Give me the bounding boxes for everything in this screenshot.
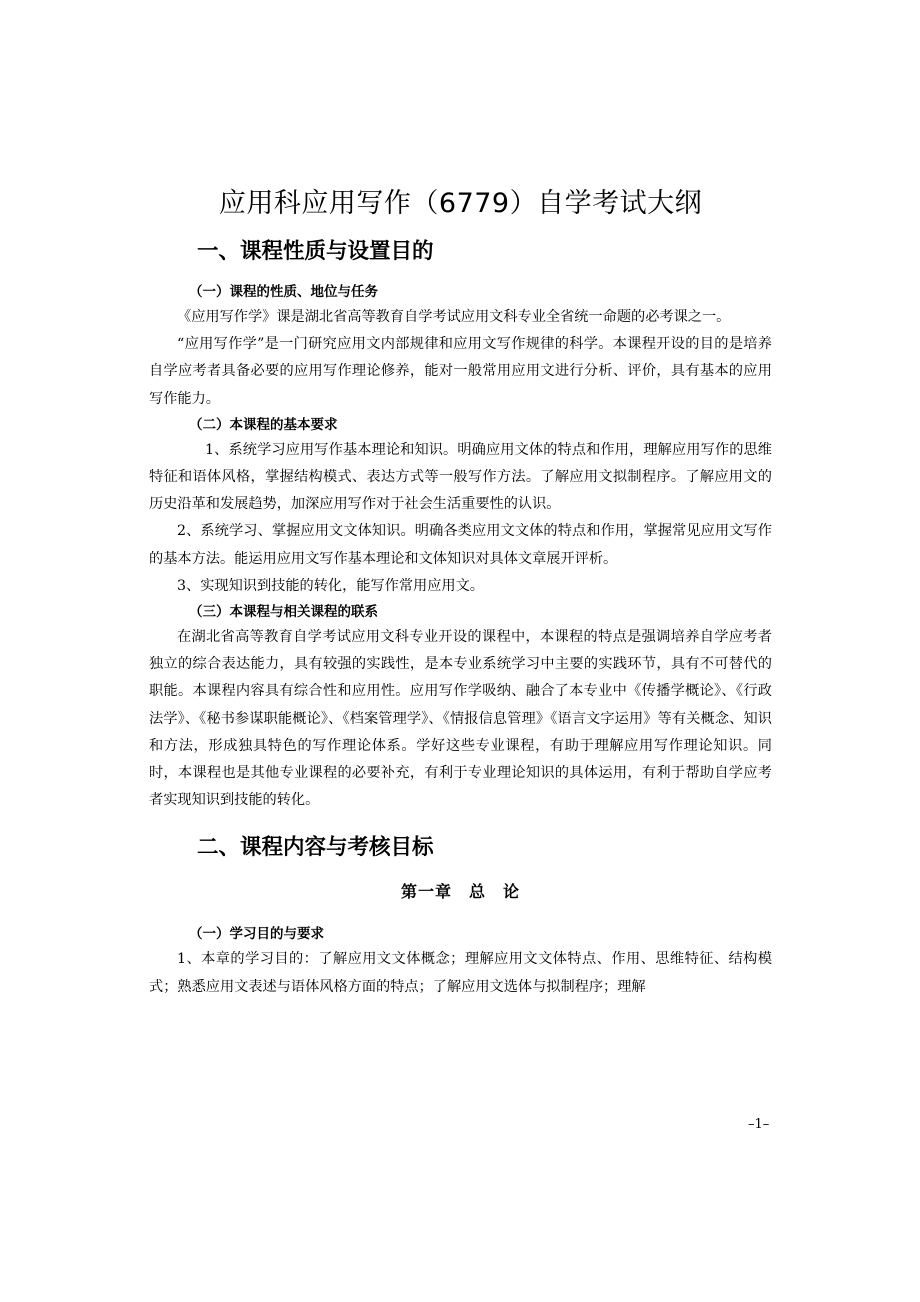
- page-number: –1–: [748, 1117, 770, 1132]
- chapter-heading: 第一章 总 论: [400, 882, 520, 902]
- section-heading-1: 一、课程性质与设置目的: [197, 239, 434, 264]
- paragraph: 2、系统学习、掌握应用文文体知识。明确各类应用文文体的特点和作用，掌握常见应用文写作的基本方法。能运用应用文写作基本理论和文体知识对具体文章展开评析。: [149, 523, 772, 567]
- paragraph: “应用写作学”是一门研究应用文内部规律和应用文写作规律的科学。本课程开设的目的是培养自学应考者具备必要的应用写作理论修养，能对一般常用应用文进行分析、评价，具有基本的应用写作能力。: [149, 336, 772, 407]
- subsection-heading-objectives: （一）学习目的与要求: [189, 926, 324, 943]
- paragraph: 1、本章的学习目的：了解应用文文体概念；理解应用文文体特点、作用、思维特征、结构模式；熟悉应用文表述与语体风格方面的特点；了解应用文选体与拟制程序；理解: [149, 951, 772, 995]
- section-heading-2: 二、课程内容与考核目标: [197, 835, 434, 861]
- document-title: 应用科应用写作（6779）自学考试大纲: [218, 188, 703, 219]
- paragraph: 在湖北省高等教育自学考试应用文科专业开设的课程中，本课程的特点是强调培养自学应考者独立的综合表达能力，具有较强的实践性，是本专业系统学习中主要的实践环节，具有不可替代的职能。本课程内容具有综合性和应用性。应用写作学吸纳、融合了本专业中《传播学概论》、《行政法学》、《秘书参谋职能概论》、《档案管理学》、《情报信息管理》《语言文字运用》等有关概念、知识和方法，形成独具特色的写作理论体系。学好这些专业课程，有助于理解应用写作理论知识。同时，本课程也是其他专业课程的必要补充，有利于专业理论知识的具体运用，有利于帮助自学应考者实现知识到技能的转化。: [149, 629, 772, 809]
- subsection-heading-requirements: （二）本课程的基本要求: [189, 416, 338, 433]
- paragraph: 《应用写作学》课是湖北省高等教育自学考试应用文科专业全省统一命题的必考课之一。: [177, 309, 731, 325]
- paragraph: 3、实现知识到技能的转化，能写作常用应用文。: [177, 577, 484, 594]
- subsection-heading-relations: （三）本课程与相关课程的联系: [189, 604, 378, 621]
- subsection-heading-nature: （一）课程的性质、地位与任务: [189, 284, 378, 300]
- paragraph: 1、系统学习应用写作基本理论和知识。明确应用文体的特点和作用，理解应用写作的思维特征和语体风格，掌握结构模式、表达方式等一般写作方法。了解应用文拟制程序。了解应用文的历史沿革和发展趋势，加深应用写作对于社会生活重要性的认识。: [149, 441, 772, 513]
- page-content: [149, 184, 772, 1001]
